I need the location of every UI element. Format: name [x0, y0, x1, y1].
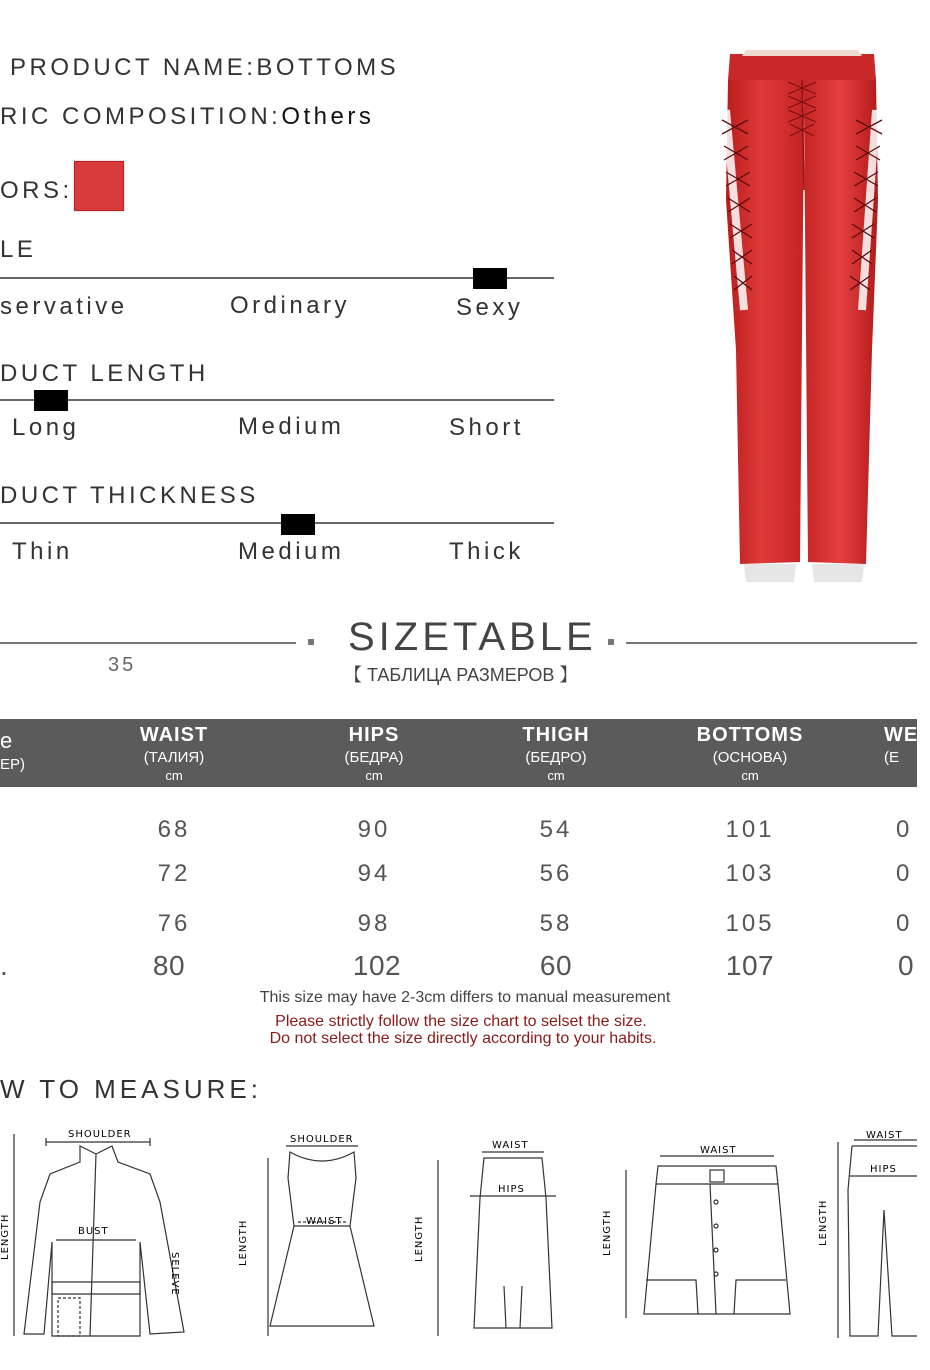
col-bottoms-ru: (ОСНОВА) — [712, 749, 788, 766]
cell-bottoms: 107 — [725, 950, 775, 981]
svg-text:WAIST: WAIST — [306, 1216, 343, 1227]
col-waist-ru: (ТАЛИЯ) — [143, 749, 205, 766]
length-scale-marker — [34, 390, 68, 411]
col-bottoms-en: BOTTOMS — [696, 724, 804, 746]
col-size-ru: EP) — [0, 756, 26, 773]
cell-bottoms: 101 — [725, 816, 775, 843]
style-scale-title: LE — [0, 236, 37, 263]
sizetable-right-dot — [608, 639, 614, 645]
thickness-option-thick: Thick — [449, 538, 524, 565]
dress-measure-sketch — [234, 1130, 384, 1344]
svg-text:SHOULDER: SHOULDER — [290, 1134, 354, 1145]
color-swatch-red[interactable] — [74, 161, 124, 211]
svg-text:LENGTH: LENGTH — [414, 1215, 425, 1262]
style-option-ordinary: Ordinary — [230, 292, 351, 319]
sizetable-title: SIZETABLE — [348, 615, 597, 659]
product-name-line — [10, 54, 399, 82]
svg-text:LENGTH: LENGTH — [0, 1213, 11, 1260]
fabric-composition-value: Others — [281, 103, 375, 130]
col-thigh-en: THIGH — [522, 724, 590, 746]
cell-bottoms: 103 — [725, 860, 775, 887]
svg-text:HIPS: HIPS — [498, 1184, 525, 1195]
length-scale-title: DUCT LENGTH — [0, 360, 209, 387]
svg-text:LENGTH: LENGTH — [602, 1209, 613, 1256]
sizetable-left-number: 35 — [108, 654, 137, 676]
product-name-label: PRODUCT NAME: — [10, 54, 257, 81]
svg-text:LENGTH: LENGTH — [818, 1199, 829, 1246]
cell-waist: 72 — [157, 860, 191, 887]
cell-thigh: 60 — [539, 950, 573, 981]
col-bottoms-unit: cm — [741, 768, 759, 783]
col-hips-header — [314, 724, 434, 783]
cell-hips: 98 — [357, 910, 391, 937]
short-skirt-measure-sketch — [602, 1140, 806, 1330]
thickness-scale-title: DUCT THICKNESS — [0, 482, 259, 509]
jacket-measure-sketch — [0, 1122, 200, 1344]
col-weight-header — [884, 724, 924, 766]
cell-hips: 94 — [357, 860, 391, 887]
cell-weight: 0 — [896, 910, 913, 937]
cell-thigh: 58 — [539, 910, 573, 937]
how-to-measure-title: W TO MEASURE: — [0, 1074, 262, 1104]
col-waist-en: WAIST — [139, 724, 209, 746]
style-option-sexy: Sexy — [456, 294, 524, 321]
length-option-medium: Medium — [238, 413, 345, 440]
skirt-measure-sketch — [414, 1136, 568, 1344]
cell-hips: 102 — [352, 950, 402, 981]
col-thigh-unit: cm — [547, 768, 565, 783]
svg-text:BUST: BUST — [78, 1226, 109, 1237]
cell-waist: 80 — [152, 950, 186, 981]
pants-measure-sketch — [820, 1130, 917, 1344]
cell-waist: 76 — [157, 910, 191, 937]
style-scale-marker — [473, 268, 507, 289]
sizetable-right-rule — [626, 642, 917, 644]
fabric-composition-line — [0, 103, 374, 131]
thickness-option-medium: Medium — [238, 538, 345, 565]
style-option-conservative: servative — [0, 293, 128, 320]
col-thigh-ru: (БЕДРО) — [525, 749, 587, 766]
style-scale-track — [0, 277, 554, 279]
col-hips-en: HIPS — [348, 724, 400, 746]
svg-text:HIPS: HIPS — [870, 1164, 897, 1175]
thickness-scale-marker — [281, 514, 315, 535]
sizetable-subtitle: 【 ТАБЛИЦА РАЗМЕРОВ 】 — [344, 665, 578, 685]
length-option-short: Short — [449, 414, 524, 441]
svg-text:WAIST: WAIST — [492, 1140, 529, 1151]
length-scale-track — [0, 399, 554, 401]
cell-weight: 0 — [898, 950, 915, 981]
col-hips-ru: (БЕДРА) — [344, 749, 404, 766]
cell-thigh: 54 — [539, 816, 573, 843]
svg-text:SHOULDER: SHOULDER — [68, 1129, 132, 1140]
col-weight-ru: (E — [884, 749, 899, 766]
cell-hips: 90 — [357, 816, 391, 843]
size-measurement-note: This size may have 2-3cm differs to manual measurement — [259, 989, 671, 1006]
cell-size: . — [0, 950, 9, 981]
svg-text:WAIST: WAIST — [866, 1130, 903, 1141]
col-size-header — [0, 728, 40, 773]
col-bottoms-header — [680, 724, 820, 783]
length-option-long: Long — [12, 414, 80, 441]
col-thigh-header — [496, 724, 616, 783]
size-warning-2: Do not select the size directly according to your habits. — [269, 1030, 657, 1047]
col-waist-header — [114, 724, 234, 783]
fabric-composition-label: RIC COMPOSITION: — [0, 103, 282, 130]
product-image-red-pants — [716, 50, 888, 590]
cell-bottoms: 105 — [725, 910, 775, 937]
cell-weight: 0 — [896, 816, 913, 843]
colors-label: ORS: — [0, 177, 73, 204]
size-warning-1: Please strictly follow the size chart to selset the size. — [275, 1013, 647, 1030]
col-waist-unit: cm — [165, 768, 183, 783]
svg-text:LENGTH: LENGTH — [238, 1219, 249, 1266]
product-name-value: BOTTOMS — [256, 54, 400, 81]
thickness-option-thin: Thin — [12, 538, 73, 565]
col-weight-en: WE — [884, 724, 919, 746]
cell-waist: 68 — [157, 816, 191, 843]
cell-weight: 0 — [896, 860, 913, 887]
col-size-en: e — [0, 728, 14, 753]
thickness-scale-track — [0, 522, 554, 524]
cell-thigh: 56 — [539, 860, 573, 887]
svg-text:WAIST: WAIST — [700, 1145, 737, 1156]
sizetable-left-rule — [0, 642, 296, 644]
sizetable-left-dot — [308, 639, 314, 645]
col-hips-unit: cm — [365, 768, 383, 783]
svg-text:SELEVE: SELEVE — [169, 1252, 180, 1296]
